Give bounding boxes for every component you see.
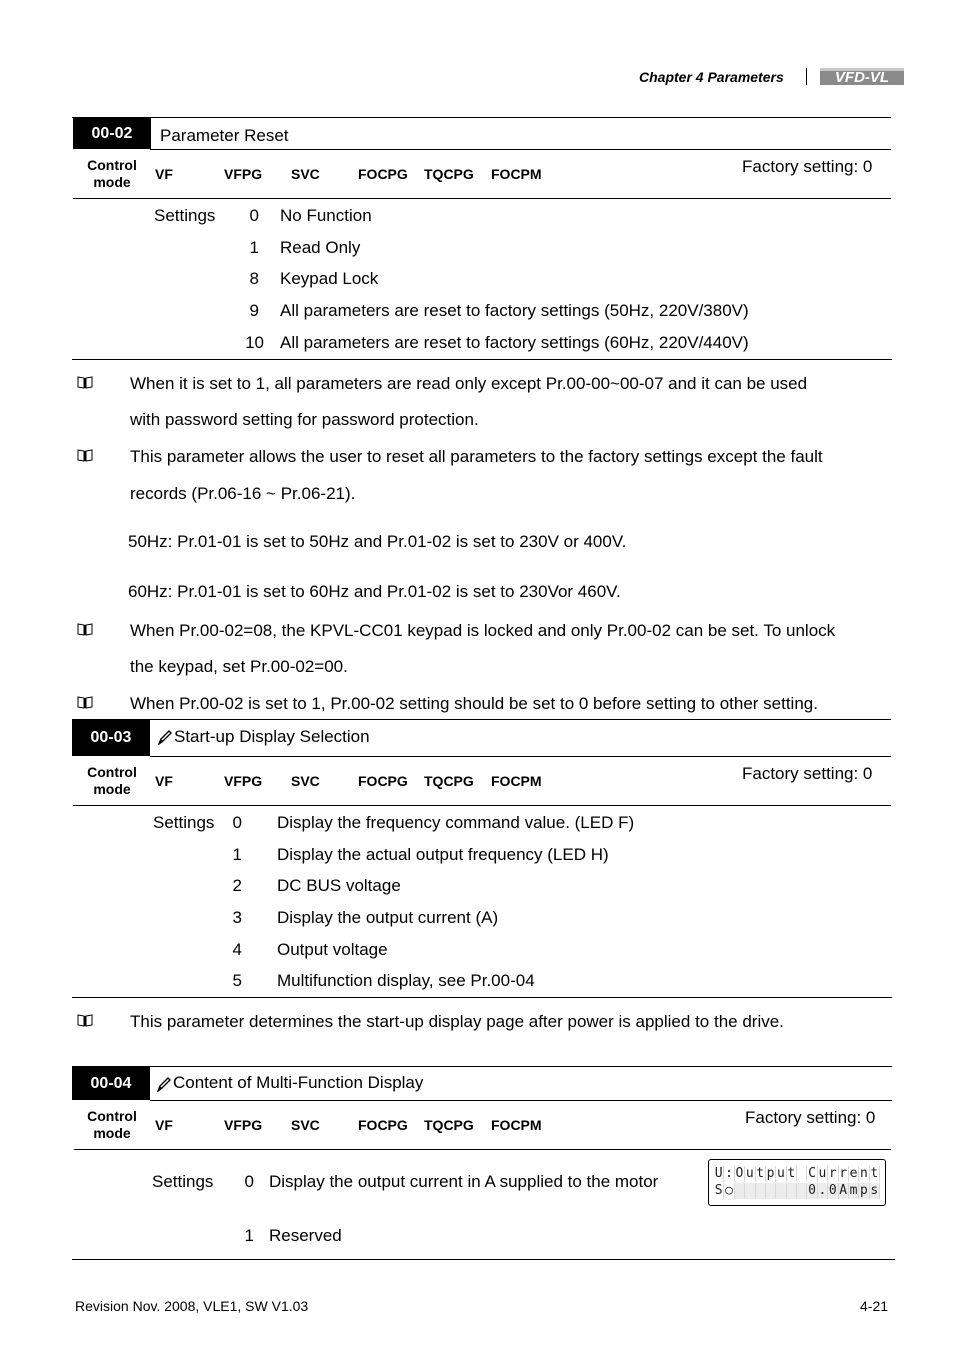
mode-vfpg: VFPG: [224, 773, 263, 789]
mode-svc: SVC: [291, 166, 320, 182]
lcd-char: [735, 1183, 745, 1199]
setting-number: 0: [244, 1172, 254, 1191]
lcd-char: t: [787, 1166, 796, 1181]
setting-text: Output voltage: [277, 940, 388, 959]
control-mode-label: Control mode: [87, 1108, 137, 1141]
setting-number: 1: [244, 1226, 254, 1245]
mode-vfpg: VFPG: [224, 1117, 263, 1133]
book-icon: [77, 623, 93, 636]
param-id: 00-03: [72, 720, 150, 756]
table-rule: [150, 149, 891, 150]
table-rule: [73, 198, 891, 199]
lcd-char: [776, 1183, 786, 1199]
lcd-char: r: [839, 1166, 848, 1181]
factory-setting: Factory setting: 0: [745, 1108, 876, 1127]
lcd-char: [745, 1183, 755, 1199]
book-icon: [77, 696, 93, 709]
setting-number: 1: [249, 238, 259, 257]
mode-tqcpg: TQCPG: [424, 166, 474, 182]
control-mode-label: Control mode: [87, 764, 137, 797]
param-id: 00-02: [73, 118, 151, 149]
setting-text: DC BUS voltage: [277, 876, 401, 895]
mode-focpg: FOCPG: [358, 166, 408, 182]
settings-label: Settings: [152, 1172, 214, 1191]
mode-svc: SVC: [291, 773, 320, 789]
footer-revision: Revision Nov. 2008, VLE1, SW V1.03: [75, 1298, 309, 1314]
svg-text:VFD-VL: VFD-VL: [834, 69, 890, 85]
lcd-char: u: [745, 1166, 754, 1181]
lcd-char: m: [849, 1183, 858, 1198]
lcd-char: r: [828, 1166, 837, 1181]
lcd-char: e: [849, 1166, 858, 1181]
lcd-char: u: [777, 1166, 785, 1181]
mode-vfpg: VFPG: [224, 166, 263, 182]
mode-vf: VF: [155, 166, 173, 182]
mode-focpm: FOCPM: [491, 773, 542, 789]
lcd-char: C: [808, 1166, 816, 1181]
table-rule: [72, 719, 891, 720]
lcd-row-1: [714, 1166, 880, 1182]
table-rule: [150, 1100, 892, 1101]
mode-tqcpg: TQCPG: [424, 773, 474, 789]
lcd-char: 0: [808, 1183, 816, 1198]
mode-focpg: FOCPG: [358, 773, 408, 789]
lcd-char: s: [870, 1183, 879, 1198]
note-text: When Pr.00-02 is set to 1, Pr.00-02 setting should be set to 0 before setting to other setting.: [130, 694, 818, 713]
setting-text: Keypad Lock: [280, 269, 379, 288]
lcd-char: p: [766, 1166, 775, 1181]
lcd-char: [797, 1183, 807, 1199]
param-title: Parameter Reset: [160, 126, 289, 145]
setting-text: Multifunction display, see Pr.00-04: [277, 971, 535, 990]
pencil-icon: [157, 729, 173, 745]
lcd-char: [797, 1166, 807, 1182]
note-text: This parameter determines the start-up display page after power is applied to the drive.: [130, 1012, 784, 1031]
setting-text: Read Only: [280, 238, 361, 257]
setting-number: 9: [249, 301, 259, 320]
note-text: with password setting for password protection.: [130, 410, 479, 429]
pencil-icon: [156, 1076, 172, 1092]
lcd-display: [708, 1159, 886, 1206]
table-rule: [72, 997, 892, 998]
note-text: When it is set to 1, all parameters are read only except Pr.00-00~00-07 and it can be used: [130, 374, 808, 393]
lcd-char: [766, 1183, 776, 1199]
factory-setting: Factory setting: 0: [742, 764, 873, 783]
setting-text: All parameters are reset to factory settings (60Hz, 220V/440V): [280, 333, 749, 352]
table-rule: [72, 1066, 892, 1067]
book-icon: [77, 449, 93, 462]
lcd-char: ○: [725, 1183, 733, 1198]
book-icon: [77, 1014, 93, 1027]
mode-svc: SVC: [291, 1117, 320, 1133]
table-rule: [72, 1259, 895, 1260]
chapter-title: Chapter 4 Parameters: [639, 69, 784, 85]
lcd-row-2: [714, 1183, 880, 1199]
table-rule: [72, 117, 891, 118]
mode-focpm: FOCPM: [491, 1117, 542, 1133]
note-text: the keypad, set Pr.00-02=00.: [130, 657, 348, 676]
setting-text: Display the actual output frequency (LED H): [277, 845, 609, 864]
mode-focpg: FOCPG: [358, 1117, 408, 1133]
setting-text: All parameters are reset to factory settings (50Hz, 220V/380V): [280, 301, 749, 320]
table-rule: [74, 1149, 891, 1150]
mode-vf: VF: [155, 1117, 173, 1133]
param-title: Start-up Display Selection: [174, 727, 370, 746]
setting-number: 4: [232, 940, 242, 959]
setting-text: Display the frequency command value. (LED F): [277, 813, 635, 832]
factory-setting: Factory setting: 0: [742, 157, 873, 176]
note-text: records (Pr.06-16 ~ Pr.06-21).: [130, 484, 356, 503]
lcd-char: t: [756, 1166, 765, 1181]
setting-number: 10: [245, 333, 264, 352]
setting-text: Reserved: [269, 1226, 342, 1245]
lcd-char: :: [725, 1166, 733, 1181]
mode-focpm: FOCPM: [491, 166, 542, 182]
mode-vf: VF: [155, 773, 173, 789]
header-divider: [806, 68, 807, 85]
setting-number: 8: [249, 269, 259, 288]
lcd-char: A: [839, 1183, 848, 1198]
setting-number: 2: [232, 876, 242, 895]
param-id: 00-04: [72, 1067, 150, 1100]
setting-text: Display the output current in A supplied to the motor: [269, 1172, 659, 1191]
settings-label: Settings: [153, 813, 215, 832]
page-number: 4-21: [860, 1298, 889, 1314]
note-text: 50Hz: Pr.01-01 is set to 50Hz and Pr.01-02 is set to 230V or 400V.: [128, 532, 627, 551]
setting-number: 3: [232, 908, 242, 927]
lcd-char: p: [860, 1183, 868, 1198]
book-icon: [77, 376, 93, 389]
lcd-char: u: [818, 1166, 827, 1181]
setting-number: 0: [249, 206, 259, 225]
lcd-char: 0: [828, 1183, 837, 1198]
table-rule: [150, 756, 891, 757]
settings-label: Settings: [154, 206, 216, 225]
note-text: When Pr.00-02=08, the KPVL-CC01 keypad is locked and only Pr.00-02 can be set. To unlock: [130, 621, 836, 640]
control-mode-label: Control mode: [87, 157, 137, 190]
setting-number: 1: [232, 845, 242, 864]
param-title: Content of Multi-Function Display: [173, 1073, 424, 1092]
lcd-char: U: [714, 1166, 723, 1181]
lcd-char: [787, 1183, 797, 1199]
mode-tqcpg: TQCPG: [424, 1117, 474, 1133]
note-text: 60Hz: Pr.01-01 is set to 60Hz and Pr.01-02 is set to 230Vor 460V.: [128, 582, 621, 601]
vfd-vl-logo: [820, 68, 904, 85]
lcd-char: n: [860, 1166, 868, 1181]
lcd-char: .: [818, 1183, 827, 1198]
setting-text: No Function: [280, 206, 372, 225]
note-text: This parameter allows the user to reset all parameters to the factory settings except the fault: [130, 447, 823, 466]
table-rule: [72, 359, 892, 360]
setting-number: 5: [232, 971, 242, 990]
lcd-char: O: [735, 1166, 744, 1181]
setting-number: 0: [232, 813, 242, 832]
lcd-char: S: [714, 1183, 723, 1198]
setting-text: Display the output current (A): [277, 908, 499, 927]
lcd-char: t: [870, 1166, 879, 1181]
lcd-char: [756, 1183, 766, 1199]
table-rule: [73, 805, 891, 806]
